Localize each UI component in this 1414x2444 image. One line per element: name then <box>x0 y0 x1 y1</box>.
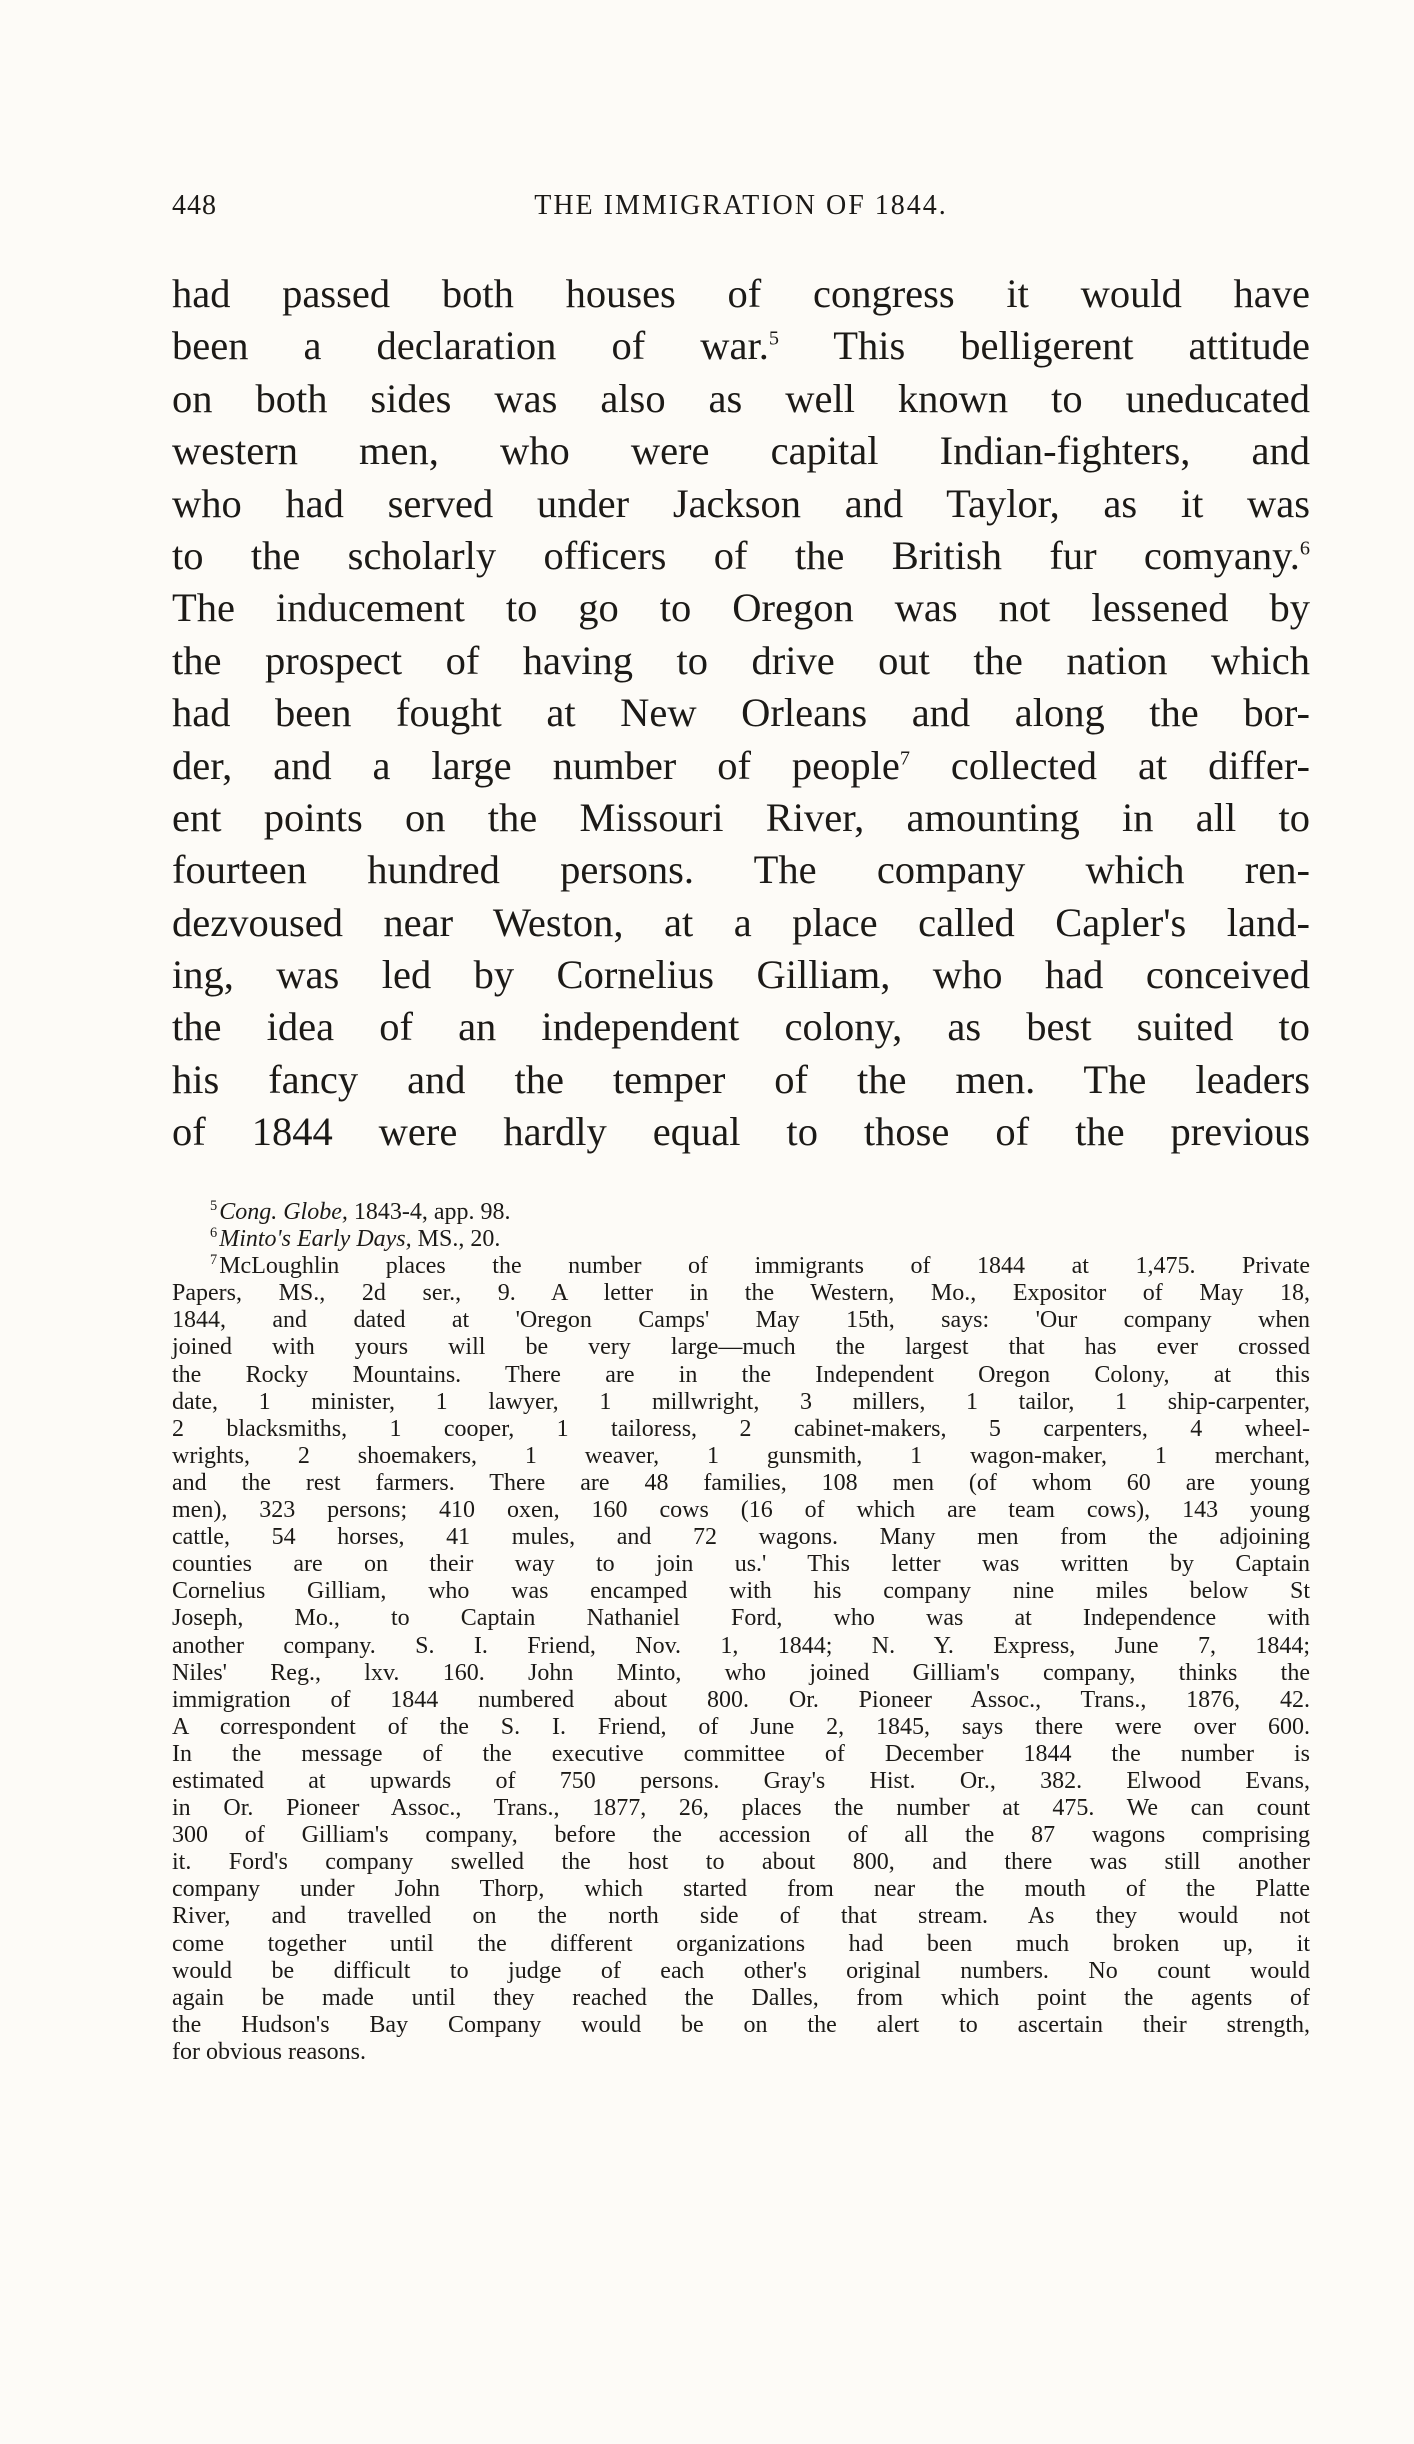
footnote-7-line: Cornelius Gilliam, who was encamped with his company nine miles below St <box>172 1578 1310 1605</box>
footnote-7-line: In the message of the executive committee of December 1844 the number is <box>172 1740 1310 1767</box>
body-line-part: collected at differ- <box>950 742 1310 788</box>
footnote-number: 7 <box>210 1252 218 1269</box>
running-head <box>172 190 1310 230</box>
body-line: ing, was led by Cornelius Gilliam, who had conceived <box>172 952 1310 998</box>
footnote-7-line: would be difficult to judge of each other's original numbers. No count would <box>172 1957 1310 1984</box>
body-line-part: to the scholarly officers of the British fur comyany. <box>172 532 1300 578</box>
footnote-number: 5 <box>210 1198 218 1214</box>
footnote-7-line: 1844, and dated at 'Oregon Camps' May 15th, says: 'Our company when <box>172 1307 1310 1334</box>
body-line: had passed both houses of congress it would have <box>172 271 1310 316</box>
footnote-7-line: again be made until they reached the Dalles, from which point the agents of <box>172 1984 1310 2011</box>
running-title: THE IMMIGRATION OF 1844. <box>534 190 948 221</box>
body-line <box>172 320 1310 372</box>
footnote-7-line <box>172 1253 1310 1280</box>
footnote-7-line: Joseph, Mo., to Captain Nathaniel Ford, who was at Independence with <box>172 1605 1310 1632</box>
footnote-text: 1843-4, app. 98. <box>347 1199 511 1225</box>
page-number: 448 <box>172 190 217 221</box>
body-text <box>172 268 1310 1159</box>
footnote-7-line: it. Ford's company swelled the host to about 800, and there was still another <box>172 1849 1310 1876</box>
footnote-7-line: and the rest farmers. There are 48 families, 108 men (of whom 60 are young <box>172 1469 1310 1496</box>
footnote-text: McLoughlin places the number of immigrants of 1844 at 1,475. Private <box>219 1253 1310 1280</box>
footnote-7-line: A correspondent of the S. I. Friend, of June 2, 1845, says there were over 600. <box>172 1713 1310 1740</box>
footnote-source: Cong. Globe, <box>219 1199 348 1225</box>
body-line: who had served under Jackson and Taylor, as it was <box>172 480 1310 526</box>
footnote-7-line: for obvious reasons. <box>172 2038 366 2065</box>
footnote-7-line: company under John Thorp, which started from near the mouth of the Platte <box>172 1876 1310 1903</box>
footnote-7-line: men), 323 persons; 410 oxen, 160 cows (16 of which are team cows), 143 young <box>172 1497 1310 1524</box>
footnote-7-line: 300 of Gilliam's company, before the accession of all the 87 wagons comprising <box>172 1822 1310 1849</box>
footnote-7-line: immigration of 1844 numbered about 800. Or. Pioneer Assoc., Trans., 1876, 42. <box>172 1686 1310 1713</box>
footnotes <box>172 1199 1310 2066</box>
footnote-7-line: date, 1 minister, 1 lawyer, 1 millwright, 3 millers, 1 tailor, 1 ship-carpenter, <box>172 1388 1310 1415</box>
body-line: ent points on the Missouri River, amounting in all to <box>172 794 1310 840</box>
footnote-7-line: River, and travelled on the north side of that stream. As they would not <box>172 1903 1310 1930</box>
body-line: on both sides was also as well known to uneducated <box>172 375 1310 421</box>
body-line: had been fought at New Orleans and along the bor- <box>172 690 1310 736</box>
footnote-7-line: in Or. Pioneer Assoc., Trans., 1877, 26, places the number at 475. We can count <box>172 1795 1310 1822</box>
footnote-7-line: counties are on their way to join us.' This letter was written by Captain <box>172 1551 1310 1578</box>
footnote-7-line: joined with yours will be very large—much the largest that has ever crossed <box>172 1334 1310 1361</box>
footnote-7-line: come together until the different organizations had been much broken up, it <box>172 1930 1310 1957</box>
footnote-7-line: 2 blacksmiths, 1 cooper, 1 tailoress, 2 cabinet-makers, 5 carpenters, 4 wheel- <box>172 1415 1310 1442</box>
footnote-number: 6 <box>210 1225 218 1242</box>
footnote-7-line: another company. S. I. Friend, Nov. 1, 1844; N. Y. Express, June 7, 1844; <box>172 1632 1310 1659</box>
body-line <box>172 530 1310 582</box>
footnote-7-line: Niles' Reg., lxv. 160. John Minto, who joined Gilliam's company, thinks the <box>172 1659 1310 1686</box>
body-line <box>172 740 1310 792</box>
footnote-6 <box>172 1226 1310 1253</box>
footnote-5 <box>172 1199 1310 1226</box>
footnote-7-line: the Rocky Mountains. There are in the Independent Oregon Colony, at this <box>172 1361 1310 1388</box>
footnote-ref-5: 5 <box>768 327 779 350</box>
footnote-ref-7: 7 <box>899 747 910 770</box>
body-line-part: der, and a large number of people <box>172 742 900 788</box>
footnote-source: Minto's Early Days, <box>219 1226 412 1253</box>
footnote-7-line: estimated at upwards of 750 persons. Gray's Hist. Or., 382. Elwood Evans, <box>172 1767 1310 1794</box>
body-line: the prospect of having to drive out the nation which <box>172 637 1310 683</box>
body-line-part: This belligerent attitude <box>833 323 1310 369</box>
body-line: The inducement to go to Oregon was not lessened by <box>172 585 1310 631</box>
footnote-7-line: wrights, 2 shoemakers, 1 weaver, 1 gunsmith, 1 wagon-maker, 1 merchant, <box>172 1442 1310 1469</box>
body-line: western men, who were capital Indian-fighters, and <box>172 428 1310 474</box>
body-line: the idea of an independent colony, as best suited to <box>172 1004 1310 1050</box>
footnote-text: MS., 20. <box>411 1226 501 1253</box>
body-line: of 1844 were hardly equal to those of the previous <box>172 1109 1310 1155</box>
body-line-part: been a declaration of war. <box>172 323 769 369</box>
footnote-ref-6: 6 <box>1299 537 1310 560</box>
footnote-7-line: cattle, 54 horses, 41 mules, and 72 wagons. Many men from the adjoining <box>172 1524 1310 1551</box>
body-line: dezvoused near Weston, at a place called Capler's land- <box>172 899 1310 945</box>
footnote-7-line: Papers, MS., 2d ser., 9. A letter in the Western, Mo., Expositor of May 18, <box>172 1280 1310 1307</box>
footnote-7-line: the Hudson's Bay Company would be on the alert to ascertain their strength, <box>172 2011 1310 2038</box>
body-line: fourteen hundred persons. The company which ren- <box>172 847 1310 893</box>
body-line: his fancy and the temper of the men. The leaders <box>172 1056 1310 1102</box>
